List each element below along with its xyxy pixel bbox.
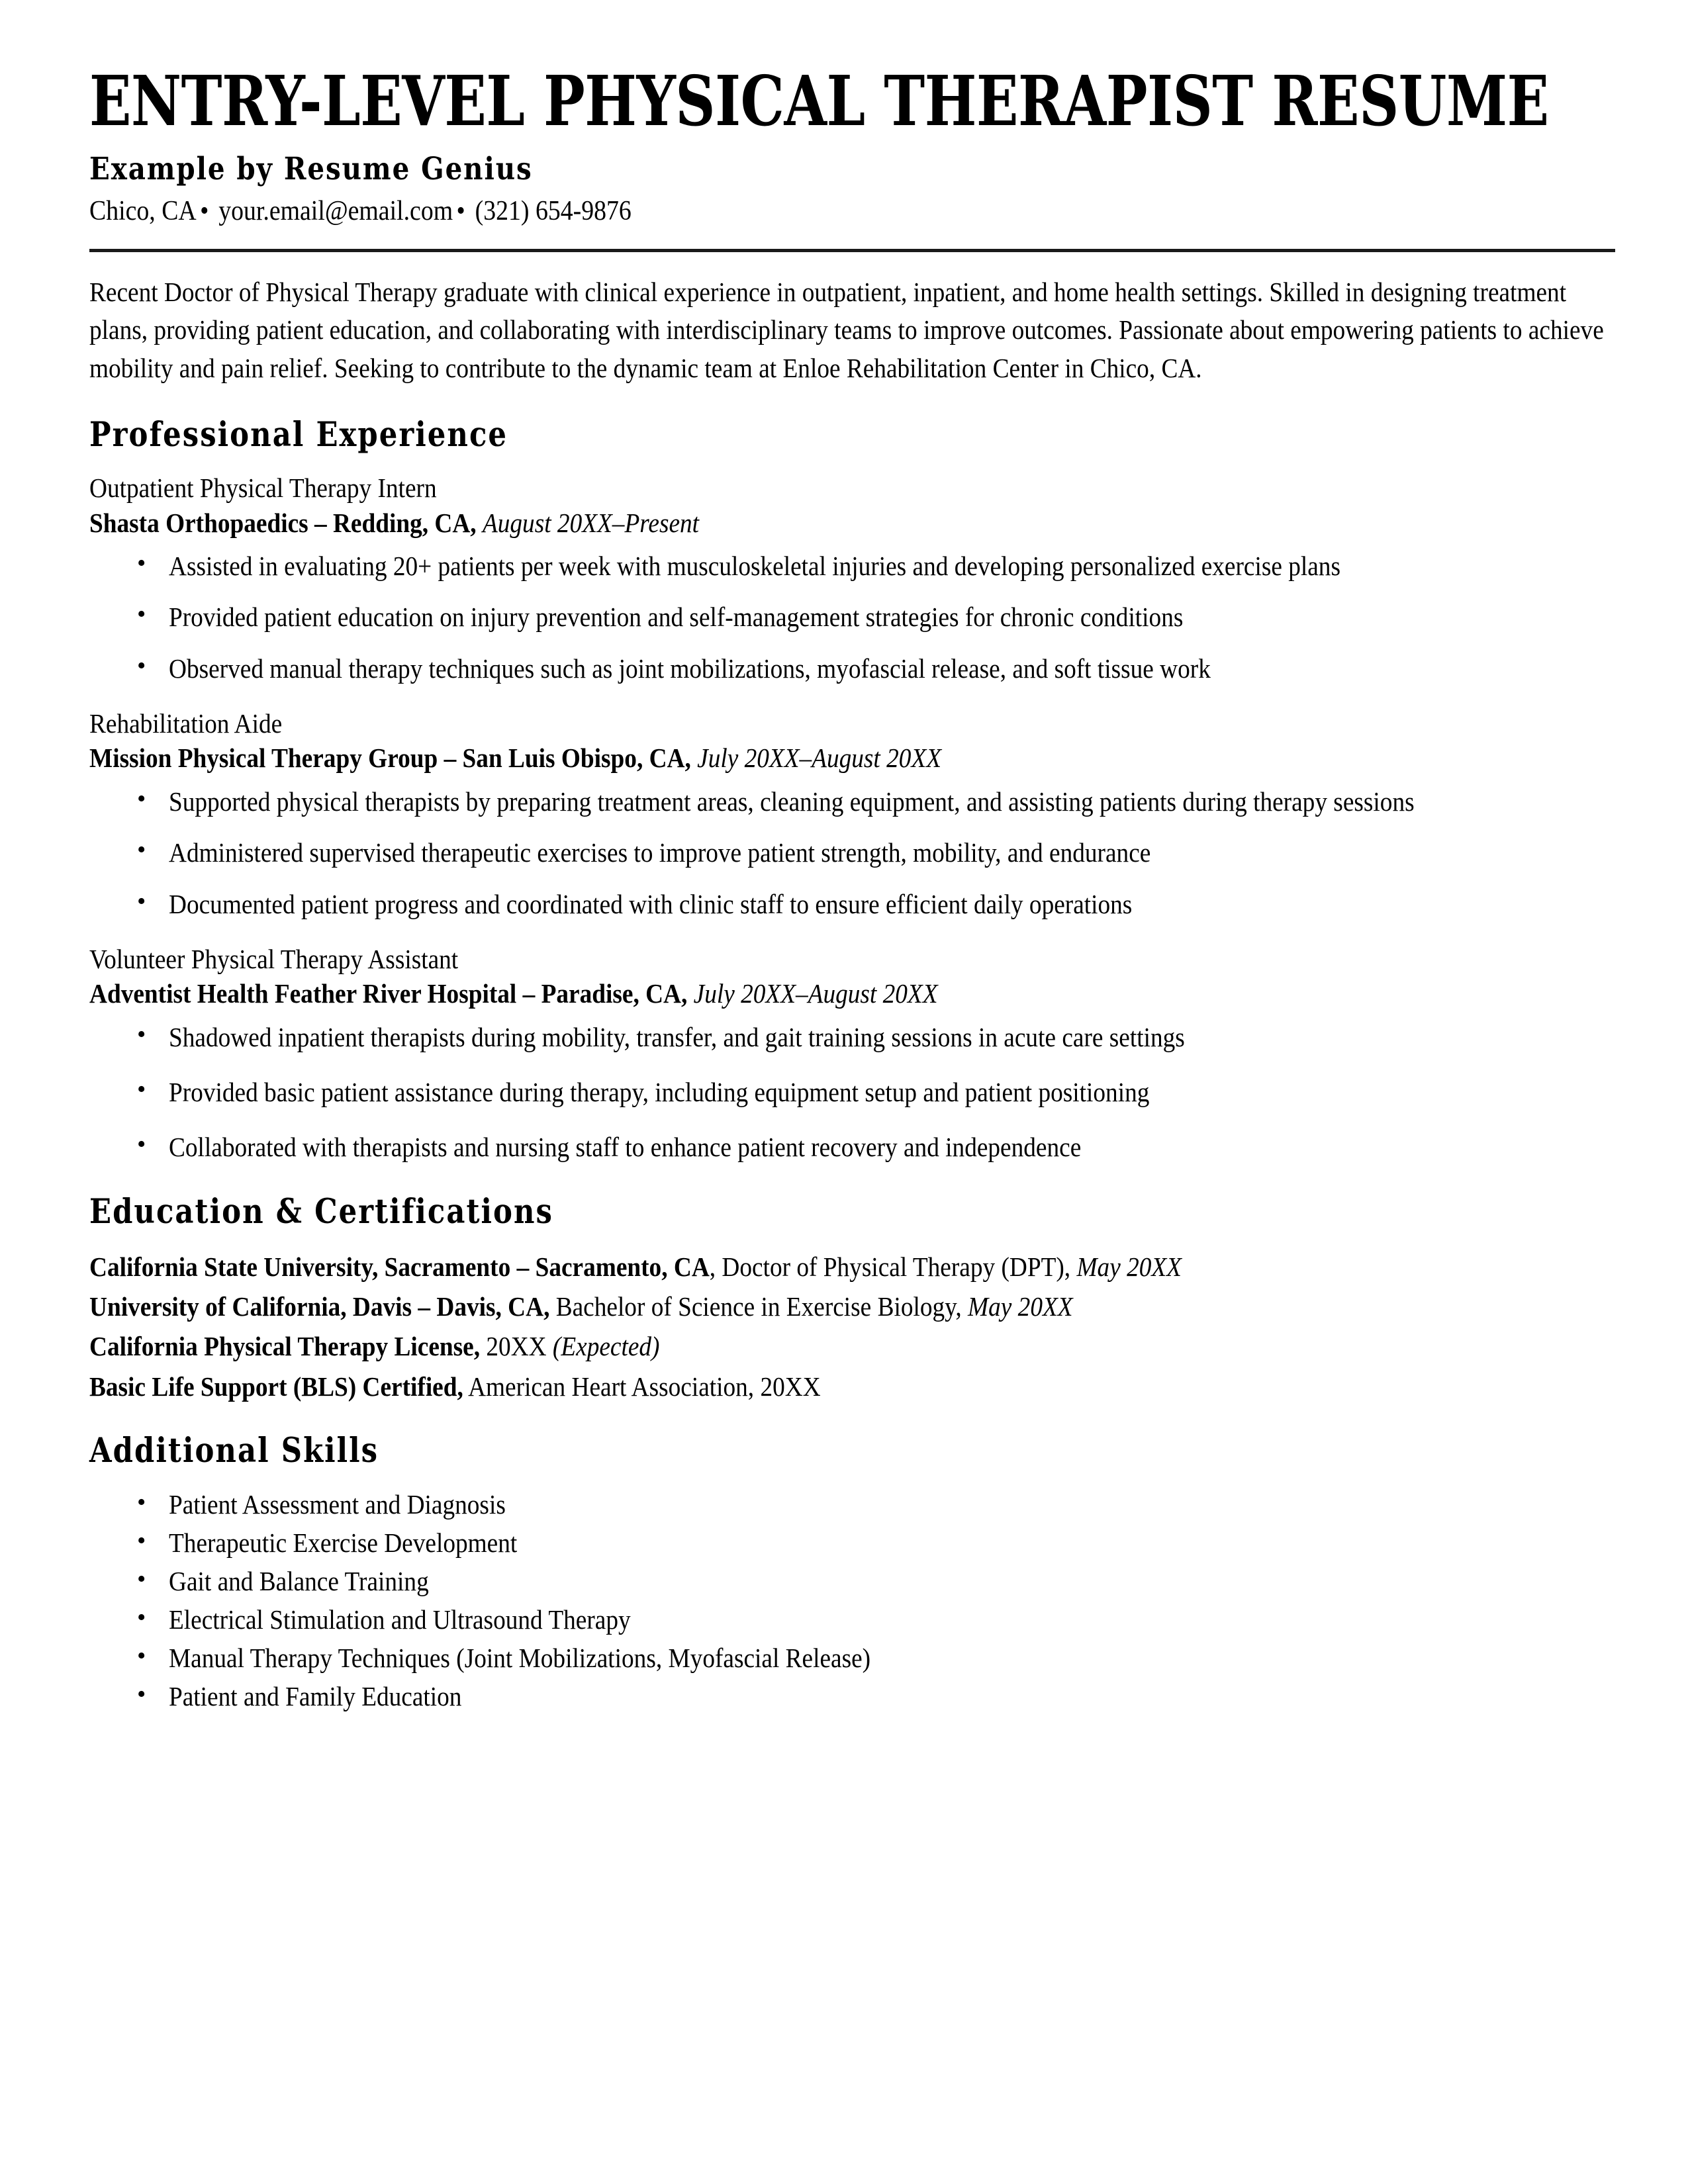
contact-location: Chico, CA <box>89 196 197 227</box>
bullet-text: • Collaborated with therapists and nursing staff to enhance patient recovery and independence <box>169 1132 1082 1163</box>
education-entry <box>89 1248 1618 1286</box>
job-entry <box>89 942 1618 1167</box>
list-item <box>89 598 1618 636</box>
professional-summary: Recent Doctor of Physical Therapy graduate with clinical experience in outpatient, inpatient, and home health settings. Skilled in designing treatment plans, providing patient education, and collaborating with interdisciplinary teams to improve outcomes. Passionate about empowering patients to achieve mobility and pain relief. Seeking to contribute to the dynamic team at Enloe Rehabilitation Center in Chico, CA. <box>89 276 1604 383</box>
education-list <box>89 1248 1618 1406</box>
education-institution: California State University, Sacramento – Sacramento, CA <box>89 1251 710 1282</box>
job-dates: July 20XX–August 20XX <box>697 743 942 774</box>
certification-name: Basic Life Support (BLS) Certified, <box>89 1371 463 1402</box>
contact-line <box>89 194 1617 229</box>
certification-detail: American Heart Association, 20XX <box>463 1371 821 1402</box>
contact-separator-2: • <box>456 196 465 227</box>
contact-email[interactable]: your.email@email.com <box>218 196 453 227</box>
skill-text: • Electrical Stimulation and Ultrasound Therapy <box>169 1604 631 1635</box>
header-divider <box>89 249 1615 252</box>
bullet-text: • Administered supervised therapeutic exercises to improve patient strength, mobility, and endurance <box>169 837 1151 868</box>
bullet-text: • Shadowed inpatient therapists during mobility, transfer, and gait training sessions in acute care settings <box>169 1021 1185 1052</box>
contact-phone[interactable]: (321) 654-9876 <box>475 196 632 227</box>
bullet-text: • Observed manual therapy techniques such as joint mobilizations, myofascial release, and soft tissue work <box>169 653 1211 684</box>
list-item <box>89 783 1618 821</box>
page-title: ENTRY-LEVEL PHYSICAL THERAPIST RESUME <box>89 60 1549 142</box>
list-item <box>89 1486 1618 1522</box>
list-item <box>89 1019 1618 1056</box>
job-dates: July 20XX–August 20XX <box>693 978 938 1009</box>
job-title: Rehabilitation Aide <box>89 708 283 739</box>
bullet-text: • Supported physical therapists by preparing treatment areas, cleaning equipment, and assisting patients during therapy sessions <box>169 786 1415 817</box>
job-company-line <box>89 976 1618 1011</box>
list-item <box>89 547 1618 585</box>
list-item <box>89 650 1618 688</box>
list-item <box>89 1128 1618 1166</box>
resume-body <box>89 60 1618 1717</box>
skill-text: • Therapeutic Exercise Development <box>169 1527 518 1558</box>
job-company-line <box>89 741 1618 776</box>
job-bullet-list <box>89 1019 1618 1167</box>
education-date: May 20XX <box>1076 1251 1182 1282</box>
list-item <box>89 1640 1618 1676</box>
education-degree: , Doctor of Physical Therapy (DPT), <box>709 1251 1077 1282</box>
job-company-line <box>89 506 1618 541</box>
resume-header <box>89 60 1618 252</box>
resume-subtitle: Example by Resume Genius <box>89 151 533 188</box>
education-entry <box>89 1287 1618 1326</box>
job-title: Outpatient Physical Therapy Intern <box>89 473 437 504</box>
section-heading-experience: Professional Experience <box>89 415 508 455</box>
job-organization: Shasta Orthopaedics – Redding, CA, <box>89 507 477 538</box>
list-item <box>89 834 1618 872</box>
list-item <box>89 1602 1618 1637</box>
list-item <box>89 886 1618 923</box>
skills-list <box>89 1486 1618 1715</box>
list-item <box>89 1073 1618 1111</box>
certification-status: (Expected) <box>552 1331 660 1362</box>
job-organization: Mission Physical Therapy Group – San Luis Obispo, CA, <box>89 743 691 774</box>
certification-detail: 20XX <box>480 1331 553 1362</box>
job-organization: Adventist Health Feather River Hospital – Paradise, CA, <box>89 978 688 1009</box>
certification-entry <box>89 1327 1618 1365</box>
bullet-text: • Provided patient education on injury prevention and self-management strategies for chronic conditions <box>169 602 1184 633</box>
section-professional-experience <box>89 415 1618 1167</box>
section-heading-skills: Additional Skills <box>89 1430 379 1471</box>
bullet-text: • Assisted in evaluating 20+ patients per week with musculoskeletal injuries and developing personalized exercise plans <box>169 550 1340 581</box>
skill-text: • Manual Therapy Techniques (Joint Mobilizations, Myofascial Release) <box>169 1643 871 1674</box>
skill-text: • Gait and Balance Training <box>169 1565 429 1596</box>
job-dates: August 20XX–Present <box>482 507 700 538</box>
section-heading-education: Education & Certifications <box>89 1191 553 1232</box>
job-entry <box>89 471 1618 688</box>
list-item <box>89 1678 1618 1714</box>
section-education-certifications <box>89 1192 1618 1406</box>
education-degree: Bachelor of Science in Exercise Biology, <box>549 1291 968 1322</box>
job-title: Volunteer Physical Therapy Assistant <box>89 943 459 974</box>
education-date: May 20XX <box>968 1291 1073 1322</box>
list-item <box>89 1525 1618 1561</box>
skill-text: • Patient and Family Education <box>169 1681 462 1712</box>
education-institution: University of California, Davis – Davis, CA, <box>89 1291 550 1322</box>
job-bullet-list <box>89 783 1618 923</box>
bullet-text: • Documented patient progress and coordinated with clinic staff to ensure efficient daily operations <box>169 888 1133 919</box>
job-entry <box>89 706 1618 923</box>
job-bullet-list <box>89 547 1618 688</box>
list-item <box>89 1563 1618 1599</box>
certification-entry <box>89 1367 1618 1406</box>
section-additional-skills <box>89 1431 1618 1715</box>
contact-separator-1: • <box>200 196 209 227</box>
bullet-text: • Provided basic patient assistance during therapy, including equipment setup and patient positioning <box>169 1077 1150 1108</box>
certification-name: California Physical Therapy License, <box>89 1331 481 1362</box>
skill-text: • Patient Assessment and Diagnosis <box>169 1488 506 1520</box>
